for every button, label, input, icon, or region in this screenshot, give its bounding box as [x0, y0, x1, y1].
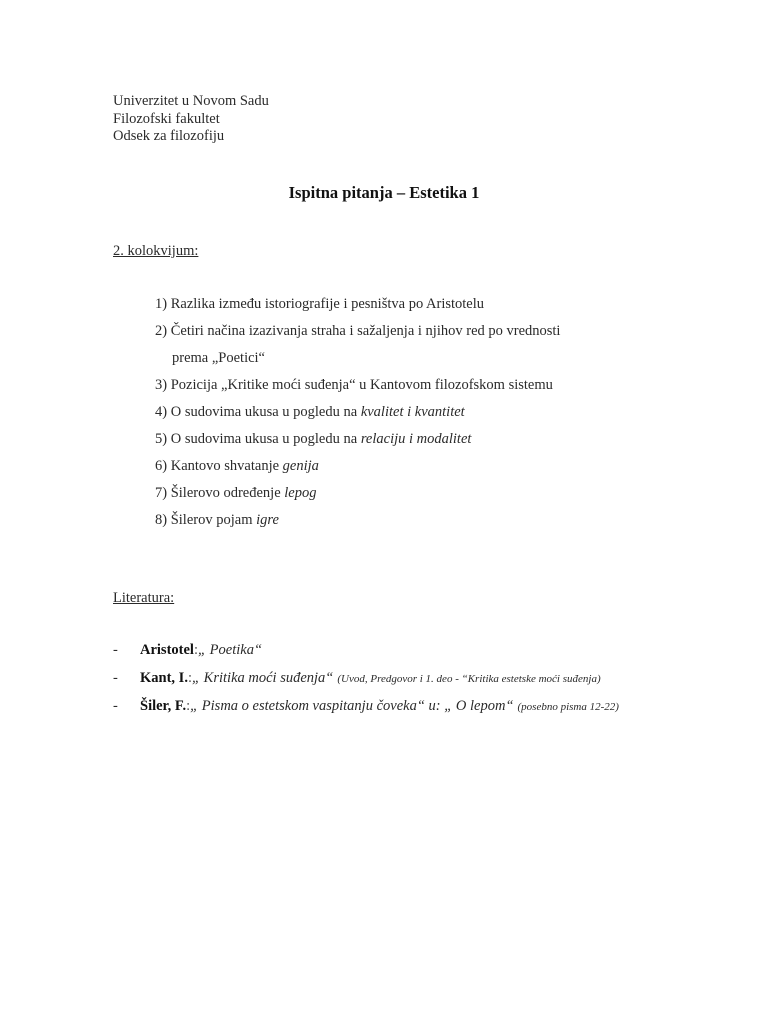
question-item — [155, 403, 560, 430]
question-emphasis: lepog — [284, 485, 317, 501]
literature-author: Kant, I. — [140, 670, 188, 686]
literature-item — [113, 641, 619, 669]
literature-author: Aristotel — [140, 642, 194, 658]
question-number: 6) — [155, 458, 168, 474]
literature-note: (posebno pisma 12-22) — [517, 701, 619, 713]
question-number: 4) — [155, 404, 168, 420]
department-name: Odsek za filozofiju — [113, 128, 225, 144]
question-item — [155, 430, 560, 457]
literature-separator: : — [187, 670, 192, 686]
question-emphasis: igre — [256, 512, 279, 528]
literatura-heading: Literatura: — [113, 590, 175, 606]
question-text: Šilerovo određenje — [170, 485, 285, 501]
question-list — [155, 295, 560, 538]
question-text: Pozicija „Kritike moći suđenja“ u Kantovom filozofskom sistemu — [170, 377, 553, 393]
question-emphasis: genija — [282, 458, 319, 474]
literature-work: „ Poetika“ — [197, 642, 263, 658]
question-text: prema „Poetici“ — [172, 350, 265, 366]
question-emphasis: kvalitet i kvantitet — [360, 404, 465, 420]
question-text: Šilerov pojam — [170, 512, 257, 528]
bullet-dash: - — [113, 698, 118, 714]
question-item — [155, 484, 560, 511]
question-number: 7) — [155, 485, 168, 501]
question-item — [155, 511, 560, 538]
literature-separator: : — [193, 642, 198, 658]
question-text: O sudovima ukusa u pogledu na — [170, 404, 361, 420]
question-item — [155, 457, 560, 484]
literature-separator: : — [186, 698, 191, 714]
institution-header — [113, 93, 269, 146]
question-item — [155, 295, 560, 322]
literature-note: (Uvod, Predgovor i 1. deo - “Kritika estetske moći suđenja) — [337, 673, 601, 685]
literature-item — [113, 697, 619, 725]
literature-work: „ Kritika moći suđenja“ — [191, 670, 334, 686]
question-emphasis: relaciju i modalitet — [360, 431, 472, 447]
literature-work: „ Pisma o estetskom vaspitanju čoveka“ u: „ O lepom“ — [190, 698, 514, 714]
question-number: 3) — [155, 377, 168, 393]
question-text: Četiri načina izazivanja straha i sažaljenja i njihov red po vrednosti — [170, 323, 561, 339]
faculty-name: Filozofski fakultet — [113, 110, 220, 127]
document-title: Ispitna pitanja – Estetika 1 — [288, 183, 480, 202]
university-name: Univerzitet u Novom Sadu — [113, 93, 269, 109]
kolokvijum-heading: 2. kolokvijum: — [113, 243, 199, 259]
literature-item — [113, 669, 619, 697]
question-number: 8) — [155, 512, 168, 528]
literature-author: Šiler, F. — [140, 698, 187, 714]
question-number: 5) — [155, 431, 168, 447]
question-text: Razlika između istoriografije i pesništva po Aristotelu — [170, 296, 485, 312]
question-number: 1) — [155, 296, 168, 312]
question-item — [155, 376, 560, 403]
bullet-dash: - — [113, 642, 118, 658]
question-number: 2) — [155, 323, 168, 339]
question-item — [155, 322, 560, 349]
bullet-dash: - — [113, 670, 118, 686]
question-text: O sudovima ukusa u pogledu na — [170, 431, 361, 447]
question-text: Kantovo shvatanje — [170, 458, 283, 474]
literature-list — [113, 641, 619, 725]
question-continuation — [155, 349, 560, 376]
